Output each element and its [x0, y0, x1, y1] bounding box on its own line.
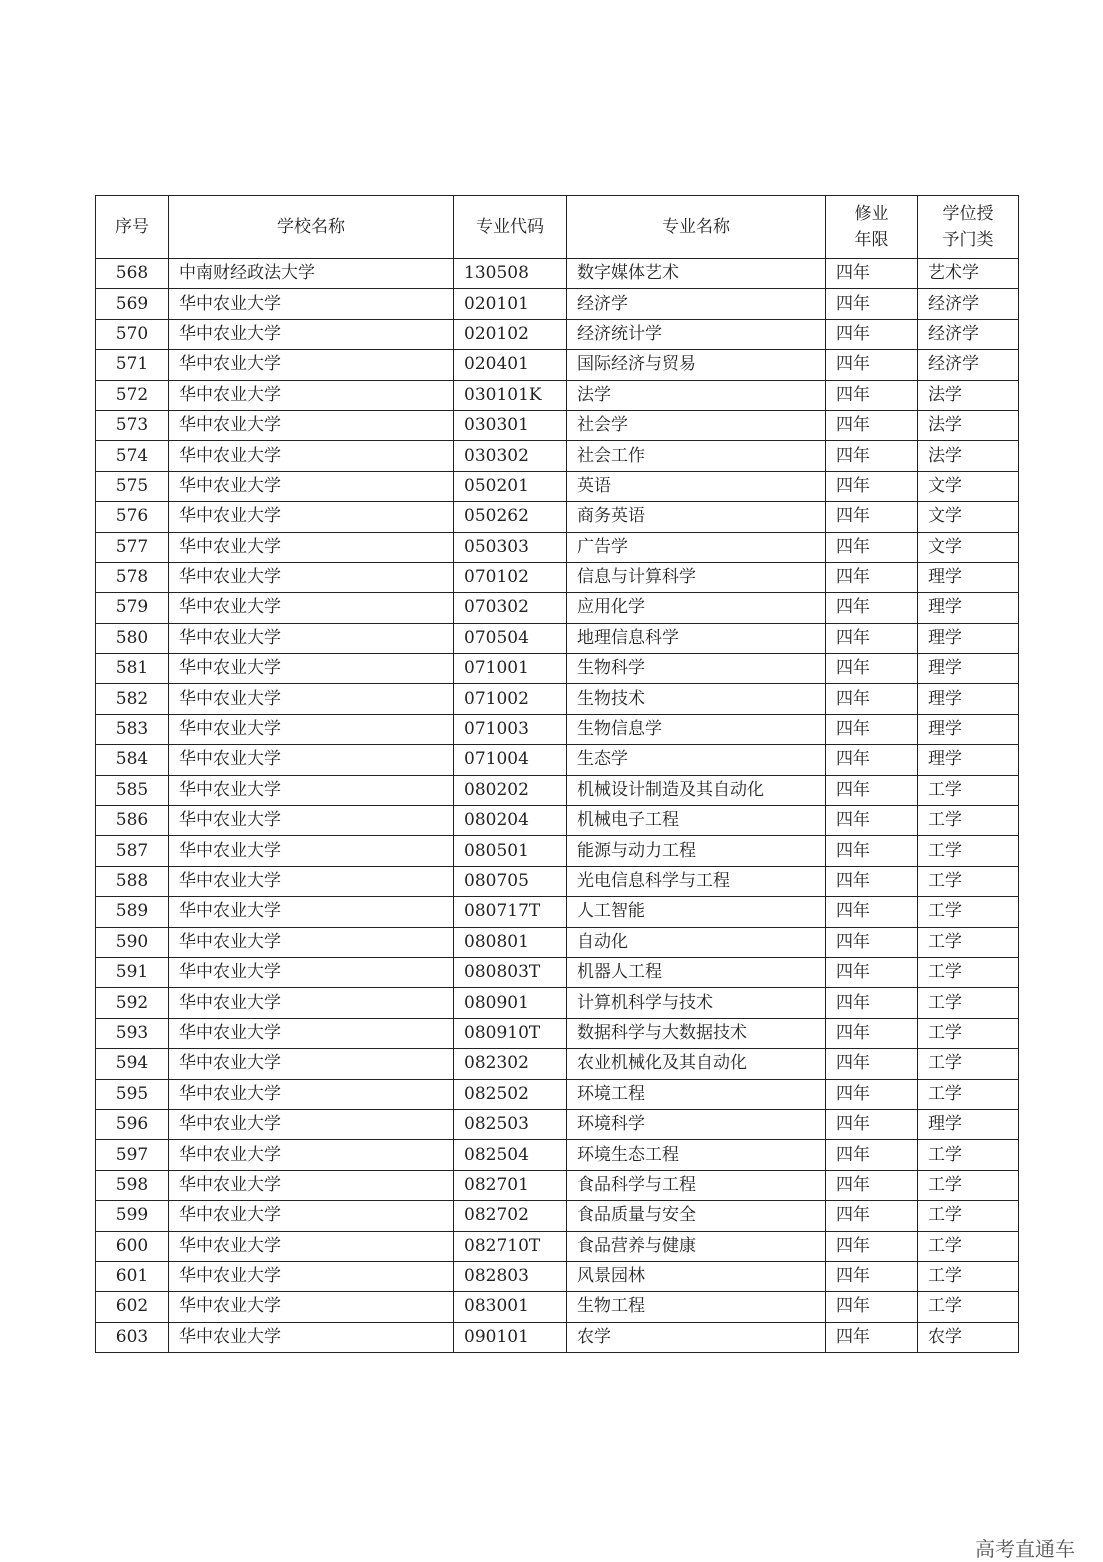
cell-no: 579 — [96, 593, 169, 623]
cell-school: 华中农业大学 — [169, 1261, 454, 1291]
cell-no: 586 — [96, 806, 169, 836]
table-row — [96, 897, 1019, 927]
cell-code: 080910T — [454, 1018, 567, 1048]
cell-no: 591 — [96, 957, 169, 987]
table-row — [96, 319, 1019, 349]
cell-no: 580 — [96, 623, 169, 653]
cell-no: 583 — [96, 714, 169, 744]
cell-major: 食品科学与工程 — [567, 1170, 826, 1200]
cell-code: 020101 — [454, 289, 567, 319]
cell-years: 四年 — [826, 350, 918, 380]
cell-degree: 文学 — [918, 502, 1019, 532]
cell-degree: 工学 — [918, 866, 1019, 896]
table-row — [96, 259, 1019, 289]
cell-degree: 理学 — [918, 623, 1019, 653]
cell-degree: 艺术学 — [918, 259, 1019, 289]
cell-degree: 法学 — [918, 441, 1019, 471]
cell-major: 机械电子工程 — [567, 806, 826, 836]
table-row — [96, 866, 1019, 896]
cell-code: 082702 — [454, 1201, 567, 1231]
cell-school: 华中农业大学 — [169, 1170, 454, 1200]
cell-code: 050201 — [454, 471, 567, 501]
cell-years: 四年 — [826, 562, 918, 592]
cell-no: 595 — [96, 1079, 169, 1109]
cell-major: 地理信息科学 — [567, 623, 826, 653]
cell-school: 华中农业大学 — [169, 289, 454, 319]
cell-years: 四年 — [826, 1109, 918, 1139]
cell-years: 四年 — [826, 1231, 918, 1261]
cell-no: 577 — [96, 532, 169, 562]
cell-degree: 工学 — [918, 775, 1019, 805]
cell-no: 596 — [96, 1109, 169, 1139]
cell-major: 自动化 — [567, 927, 826, 957]
cell-no: 574 — [96, 441, 169, 471]
cell-school: 华中农业大学 — [169, 1140, 454, 1170]
cell-school: 华中农业大学 — [169, 532, 454, 562]
cell-degree: 工学 — [918, 1170, 1019, 1200]
cell-code: 080501 — [454, 836, 567, 866]
cell-no: 584 — [96, 745, 169, 775]
cell-years: 四年 — [826, 1018, 918, 1048]
table-row — [96, 289, 1019, 319]
cell-school: 华中农业大学 — [169, 1109, 454, 1139]
cell-school: 华中农业大学 — [169, 471, 454, 501]
cell-code: 082504 — [454, 1140, 567, 1170]
cell-no: 599 — [96, 1201, 169, 1231]
cell-school: 华中农业大学 — [169, 806, 454, 836]
cell-no: 573 — [96, 410, 169, 440]
cell-degree: 理学 — [918, 654, 1019, 684]
cell-code: 130508 — [454, 259, 567, 289]
cell-years: 四年 — [826, 1201, 918, 1231]
cell-years: 四年 — [826, 775, 918, 805]
cell-years: 四年 — [826, 623, 918, 653]
cell-degree: 工学 — [918, 806, 1019, 836]
cell-years: 四年 — [826, 1261, 918, 1291]
cell-code: 080717T — [454, 897, 567, 927]
cell-no: 603 — [96, 1322, 169, 1352]
header-degree: 学位授予门类 — [918, 196, 1019, 259]
cell-school: 华中农业大学 — [169, 957, 454, 987]
cell-code: 071001 — [454, 654, 567, 684]
cell-degree: 理学 — [918, 745, 1019, 775]
table-row — [96, 1322, 1019, 1352]
cell-major: 能源与动力工程 — [567, 836, 826, 866]
cell-code: 082502 — [454, 1079, 567, 1109]
majors-table — [95, 195, 1019, 1353]
cell-years: 四年 — [826, 593, 918, 623]
cell-degree: 工学 — [918, 1231, 1019, 1261]
cell-no: 601 — [96, 1261, 169, 1291]
table-row — [96, 1231, 1019, 1261]
cell-no: 598 — [96, 1170, 169, 1200]
table-row — [96, 562, 1019, 592]
header-years: 修业年限 — [826, 196, 918, 259]
table-row — [96, 684, 1019, 714]
cell-major: 英语 — [567, 471, 826, 501]
cell-years: 四年 — [826, 957, 918, 987]
cell-years: 四年 — [826, 410, 918, 440]
table-row — [96, 350, 1019, 380]
cell-major: 环境生态工程 — [567, 1140, 826, 1170]
cell-code: 020401 — [454, 350, 567, 380]
table-row — [96, 775, 1019, 805]
cell-school: 华中农业大学 — [169, 927, 454, 957]
table-row — [96, 988, 1019, 1018]
table-row — [96, 1292, 1019, 1322]
cell-school: 华中农业大学 — [169, 1231, 454, 1261]
cell-degree: 工学 — [918, 1140, 1019, 1170]
cell-no: 587 — [96, 836, 169, 866]
cell-years: 四年 — [826, 380, 918, 410]
cell-degree: 法学 — [918, 380, 1019, 410]
table-row — [96, 1170, 1019, 1200]
cell-years: 四年 — [826, 806, 918, 836]
table-body — [96, 259, 1019, 1353]
cell-years: 四年 — [826, 714, 918, 744]
cell-degree: 理学 — [918, 714, 1019, 744]
cell-school: 华中农业大学 — [169, 410, 454, 440]
cell-major: 社会工作 — [567, 441, 826, 471]
cell-degree: 理学 — [918, 562, 1019, 592]
cell-code: 080202 — [454, 775, 567, 805]
cell-major: 农学 — [567, 1322, 826, 1352]
header-school: 学校名称 — [169, 196, 454, 259]
cell-code: 080204 — [454, 806, 567, 836]
cell-no: 597 — [96, 1140, 169, 1170]
cell-code: 082701 — [454, 1170, 567, 1200]
cell-school: 华中农业大学 — [169, 1018, 454, 1048]
cell-no: 575 — [96, 471, 169, 501]
cell-major: 生物技术 — [567, 684, 826, 714]
cell-school: 华中农业大学 — [169, 897, 454, 927]
cell-major: 广告学 — [567, 532, 826, 562]
cell-no: 592 — [96, 988, 169, 1018]
table-row — [96, 623, 1019, 653]
cell-years: 四年 — [826, 502, 918, 532]
cell-school: 华中农业大学 — [169, 1079, 454, 1109]
table-row — [96, 1049, 1019, 1079]
cell-code: 050303 — [454, 532, 567, 562]
cell-years: 四年 — [826, 319, 918, 349]
cell-degree: 工学 — [918, 957, 1019, 987]
cell-no: 572 — [96, 380, 169, 410]
cell-code: 082803 — [454, 1261, 567, 1291]
cell-years: 四年 — [826, 471, 918, 501]
cell-degree: 理学 — [918, 1109, 1019, 1139]
cell-degree: 工学 — [918, 1261, 1019, 1291]
table-row — [96, 927, 1019, 957]
cell-school: 华中农业大学 — [169, 441, 454, 471]
cell-school: 华中农业大学 — [169, 745, 454, 775]
cell-code: 071004 — [454, 745, 567, 775]
cell-degree: 理学 — [918, 593, 1019, 623]
cell-no: 578 — [96, 562, 169, 592]
cell-school: 华中农业大学 — [169, 988, 454, 1018]
table-row — [96, 957, 1019, 987]
cell-no: 590 — [96, 927, 169, 957]
cell-years: 四年 — [826, 927, 918, 957]
cell-major: 生物工程 — [567, 1292, 826, 1322]
table-row — [96, 1079, 1019, 1109]
table-header — [96, 196, 1019, 259]
cell-code: 080901 — [454, 988, 567, 1018]
cell-years: 四年 — [826, 259, 918, 289]
cell-code: 020102 — [454, 319, 567, 349]
cell-major: 光电信息科学与工程 — [567, 866, 826, 896]
cell-major: 生物科学 — [567, 654, 826, 684]
cell-no: 582 — [96, 684, 169, 714]
cell-school: 中南财经政法大学 — [169, 259, 454, 289]
cell-major: 农业机械化及其自动化 — [567, 1049, 826, 1079]
header-code: 专业代码 — [454, 196, 567, 259]
cell-major: 计算机科学与技术 — [567, 988, 826, 1018]
cell-years: 四年 — [826, 836, 918, 866]
cell-major: 数据科学与大数据技术 — [567, 1018, 826, 1048]
cell-degree: 农学 — [918, 1322, 1019, 1352]
cell-code: 070504 — [454, 623, 567, 653]
cell-school: 华中农业大学 — [169, 775, 454, 805]
cell-years: 四年 — [826, 897, 918, 927]
table-row — [96, 806, 1019, 836]
cell-school: 华中农业大学 — [169, 714, 454, 744]
table-row — [96, 380, 1019, 410]
header-row — [96, 196, 1019, 259]
cell-degree: 文学 — [918, 532, 1019, 562]
cell-major: 环境工程 — [567, 1079, 826, 1109]
cell-years: 四年 — [826, 1322, 918, 1352]
cell-school: 华中农业大学 — [169, 502, 454, 532]
cell-no: 568 — [96, 259, 169, 289]
cell-degree: 工学 — [918, 988, 1019, 1018]
cell-years: 四年 — [826, 441, 918, 471]
cell-school: 华中农业大学 — [169, 1322, 454, 1352]
cell-major: 机械设计制造及其自动化 — [567, 775, 826, 805]
cell-major: 机器人工程 — [567, 957, 826, 987]
cell-degree: 工学 — [918, 1201, 1019, 1231]
cell-code: 082710T — [454, 1231, 567, 1261]
cell-major: 法学 — [567, 380, 826, 410]
header-no: 序号 — [96, 196, 169, 259]
table-row — [96, 502, 1019, 532]
cell-major: 生物信息学 — [567, 714, 826, 744]
table-row — [96, 471, 1019, 501]
table-row — [96, 593, 1019, 623]
cell-no: 570 — [96, 319, 169, 349]
cell-degree: 经济学 — [918, 350, 1019, 380]
cell-code: 080803T — [454, 957, 567, 987]
cell-no: 585 — [96, 775, 169, 805]
cell-school: 华中农业大学 — [169, 684, 454, 714]
cell-degree: 工学 — [918, 836, 1019, 866]
cell-major: 国际经济与贸易 — [567, 350, 826, 380]
cell-no: 576 — [96, 502, 169, 532]
cell-school: 华中农业大学 — [169, 836, 454, 866]
cell-code: 030301 — [454, 410, 567, 440]
cell-code: 070102 — [454, 562, 567, 592]
cell-code: 082503 — [454, 1109, 567, 1139]
cell-years: 四年 — [826, 532, 918, 562]
cell-major: 人工智能 — [567, 897, 826, 927]
cell-code: 090101 — [454, 1322, 567, 1352]
cell-major: 应用化学 — [567, 593, 826, 623]
cell-degree: 工学 — [918, 1049, 1019, 1079]
cell-degree: 经济学 — [918, 319, 1019, 349]
cell-code: 071003 — [454, 714, 567, 744]
cell-degree: 工学 — [918, 1018, 1019, 1048]
cell-degree: 经济学 — [918, 289, 1019, 319]
cell-school: 华中农业大学 — [169, 562, 454, 592]
table-row — [96, 1201, 1019, 1231]
cell-major: 商务英语 — [567, 502, 826, 532]
cell-major: 数字媒体艺术 — [567, 259, 826, 289]
cell-school: 华中农业大学 — [169, 380, 454, 410]
cell-degree: 工学 — [918, 1079, 1019, 1109]
table-row — [96, 714, 1019, 744]
cell-major: 食品营养与健康 — [567, 1231, 826, 1261]
cell-major: 经济统计学 — [567, 319, 826, 349]
cell-no: 588 — [96, 866, 169, 896]
cell-degree: 文学 — [918, 471, 1019, 501]
cell-code: 082302 — [454, 1049, 567, 1079]
cell-years: 四年 — [826, 1170, 918, 1200]
cell-years: 四年 — [826, 988, 918, 1018]
table-row — [96, 1261, 1019, 1291]
cell-code: 080705 — [454, 866, 567, 896]
cell-major: 食品质量与安全 — [567, 1201, 826, 1231]
cell-school: 华中农业大学 — [169, 1292, 454, 1322]
table-row — [96, 410, 1019, 440]
cell-school: 华中农业大学 — [169, 350, 454, 380]
cell-years: 四年 — [826, 866, 918, 896]
table-row — [96, 1018, 1019, 1048]
cell-code: 050262 — [454, 502, 567, 532]
cell-degree: 法学 — [918, 410, 1019, 440]
cell-no: 569 — [96, 289, 169, 319]
cell-major: 经济学 — [567, 289, 826, 319]
cell-years: 四年 — [826, 1140, 918, 1170]
cell-code: 030101K — [454, 380, 567, 410]
cell-major: 社会学 — [567, 410, 826, 440]
cell-years: 四年 — [826, 745, 918, 775]
cell-major: 信息与计算科学 — [567, 562, 826, 592]
table-row — [96, 532, 1019, 562]
cell-school: 华中农业大学 — [169, 654, 454, 684]
table-row — [96, 654, 1019, 684]
cell-degree: 工学 — [918, 927, 1019, 957]
cell-code: 080801 — [454, 927, 567, 957]
cell-no: 581 — [96, 654, 169, 684]
cell-years: 四年 — [826, 654, 918, 684]
cell-degree: 工学 — [918, 897, 1019, 927]
table-row — [96, 836, 1019, 866]
cell-school: 华中农业大学 — [169, 319, 454, 349]
cell-years: 四年 — [826, 1292, 918, 1322]
cell-major: 生态学 — [567, 745, 826, 775]
cell-major: 环境科学 — [567, 1109, 826, 1139]
cell-school: 华中农业大学 — [169, 1049, 454, 1079]
cell-years: 四年 — [826, 1049, 918, 1079]
cell-school: 华中农业大学 — [169, 1201, 454, 1231]
cell-no: 600 — [96, 1231, 169, 1261]
table-row — [96, 1109, 1019, 1139]
cell-school: 华中农业大学 — [169, 593, 454, 623]
cell-no: 602 — [96, 1292, 169, 1322]
cell-code: 070302 — [454, 593, 567, 623]
cell-major: 风景园林 — [567, 1261, 826, 1291]
cell-code: 083001 — [454, 1292, 567, 1322]
cell-years: 四年 — [826, 289, 918, 319]
cell-school: 华中农业大学 — [169, 866, 454, 896]
cell-degree: 理学 — [918, 684, 1019, 714]
cell-no: 589 — [96, 897, 169, 927]
watermark-text: 高考直通车 — [975, 1537, 1075, 1561]
cell-no: 594 — [96, 1049, 169, 1079]
table-row — [96, 745, 1019, 775]
header-major: 专业名称 — [567, 196, 826, 259]
table-row — [96, 441, 1019, 471]
cell-no: 571 — [96, 350, 169, 380]
cell-code: 030302 — [454, 441, 567, 471]
table-row — [96, 1140, 1019, 1170]
cell-school: 华中农业大学 — [169, 623, 454, 653]
cell-degree: 工学 — [918, 1292, 1019, 1322]
cell-years: 四年 — [826, 1079, 918, 1109]
cell-code: 071002 — [454, 684, 567, 714]
cell-no: 593 — [96, 1018, 169, 1048]
cell-years: 四年 — [826, 684, 918, 714]
